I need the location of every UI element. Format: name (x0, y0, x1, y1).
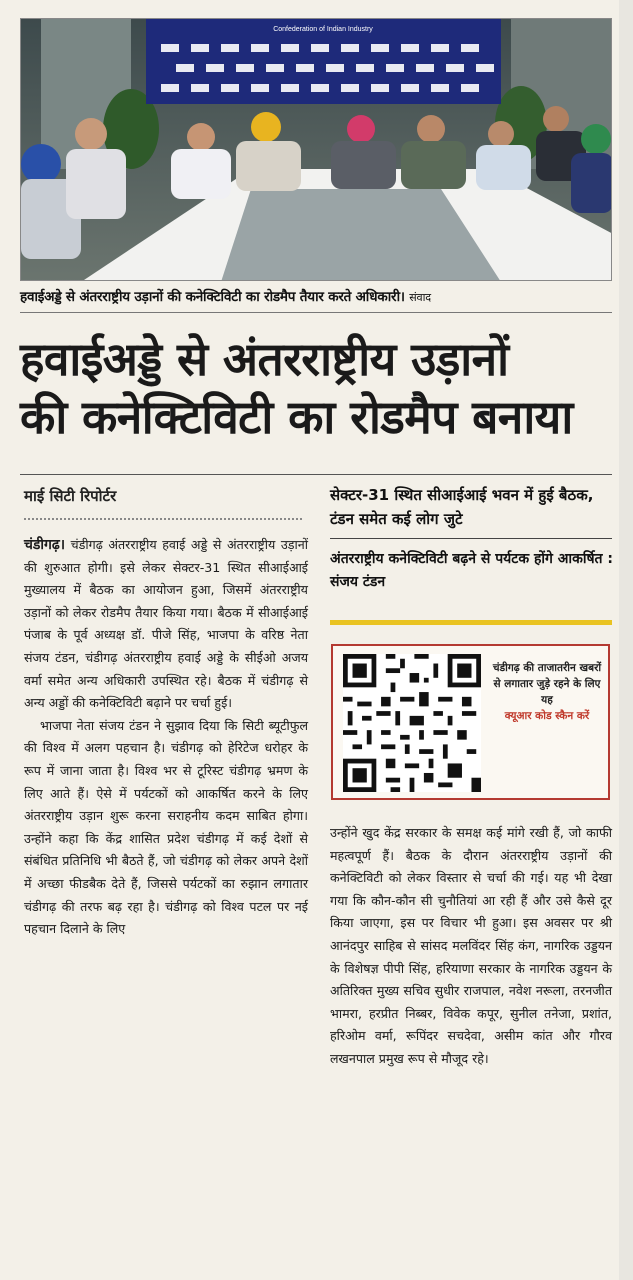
headline (20, 330, 620, 446)
meeting-photo-illustration (21, 19, 612, 281)
caption-credit: संवाद (409, 291, 431, 304)
meeting-photo (20, 18, 612, 281)
caption-text: हवाईअड्डे से अंतरराष्ट्रीय उड़ानों की कनेक्टिविटी का रोडमैप तैयार करते अधिकारी। (20, 289, 405, 305)
article-paragraph-2-text: भाजपा नेता संजय टंडन ने सुझाव दिया कि सिटी ब्यूटीफुल की विश्व में अलग पहचान है। चंडीगढ़ को हेरिटेज धरोहर के रूप में जाना जाता है। विश्व भर से टूरिस्ट चंडीगढ़ भ्रमण के लिए आते हैं। ऐसे में पर्यटकों को आकर्षित करने के लिए अंतरराष्ट्रीय उड़ान शुरू करना सराहनीय कदम साबित होगा। उन्होंने कहा कि केंद्र शासित प्रदेश चंडीगढ़ में कई देशों से संबंधित प्रतिनिधि भी बैठते हैं, जो चंडीगढ़ को लेकर अपने देशों में अच्छा फीडबैक देते हैं, जिससे पर्यटकों का रुझान लगातार चंडीगढ़ की तरफ बढ़ रहा है। चंडीगढ़ को विश्व पटल पर नई पहचान दिलाने के लिए (24, 717, 308, 937)
dateline: चंडीगढ़। (24, 537, 66, 553)
subheading-primary: सेक्टर-31 स्थित सीआईआई भवन में हुई बैठक, टंडन समेत कई लोग जुटे (330, 486, 594, 528)
qr-code-icon[interactable] (343, 654, 481, 792)
byline-dotted-rule (24, 518, 302, 520)
subheading-secondary: अंतरराष्ट्रीय कनेक्टिविटी बढ़ने से पर्यटक होंगे आकर्षित : संजय टंडन (330, 551, 614, 590)
headline-divider (20, 474, 612, 475)
banner-text: Confederation of Indian Industry (273, 26, 373, 33)
article-paragraph-1-text: चंडीगढ़ अंतरराष्ट्रीय हवाई अड्डे से अंतरराष्ट्रीय उड़ानों की शुरुआत होगी। इसे लेकर सेक्टर-31 स्थित सीआईआई मुख्यालय में बैठक का आयोजन हुआ, जिसमें अंतरराष्ट्रीय उड़ानों को लेकर रोडमैप तैयार किया गया। बैठक में सीआईआई पंजाब के पूर्व अध्यक्ष डॉ. पीजे सिंह, भाजपा के वरिष्ठ नेता संजय टंडन, चंडीगढ़ अंतरराष्ट्रीय हवाई अड्डे के सीईओ अजय वर्मा समेत अन्य अधिकारी उपस्थित रहे। बैठक में चंडीगढ़ से अन्य अड्डों की कनेक्टिविटी बढ़ाने पर चर्चा हुई। (24, 537, 308, 711)
photo-caption (20, 287, 620, 305)
article-column-right (330, 822, 612, 1071)
qr-promo-text (489, 660, 605, 724)
headline-line-2: की कनेक्टिविटी का रोडमैप बनाया (20, 390, 573, 444)
article-column-left (24, 534, 308, 941)
article-paragraph-2 (24, 715, 308, 941)
qr-promo-box[interactable] (331, 644, 610, 800)
caption-divider (20, 312, 612, 313)
byline: माई सिटी रिपोर्टर (24, 487, 117, 505)
accent-bar (330, 620, 612, 625)
article-paragraph-1 (24, 534, 308, 715)
page-edge (619, 0, 633, 1280)
qr-promo-message: चंडीगढ़ की ताजातरीन खबरों से लगातार जुड़े रहने के लिए यह (492, 662, 602, 706)
subheading-divider (330, 538, 612, 539)
qr-promo-cta: क्यूआर कोड स्कैन करें (504, 710, 590, 722)
article-paragraph-3: उन्होंने खुद केंद्र सरकार के समक्ष कई मांगे रखी हैं, जो काफी महत्वपूर्ण हैं। बैठक के दौरान अंतरराष्ट्रीय उड़ानों की कनेक्टिविटी को लेकर विस्तार से चर्चा की गई। यह भी देखा गया कि कौन-कौन सी चुनौतियां आ रही हैं और उसे कैसे दूर किया जाएगा, इस पर विचार भी हुआ। इस अवसर पर श्री आनंदपुर साहिब से सांसद मलविंदर सिंह कंग, नागरिक उड्डयन के विशेषज्ञ पीपी सिंह, हरियाणा सरकार के नागरिक उड्डयन के अतिरिक्त मुख्य सचिव सुधीर राजपाल, नवेश नरूला, तरनजीत भामरा, हरप्रीत निब्बर, विवेक कपूर, सुनील तनेजा, प्रशांत, हरिओम वर्मा, रूपिंदर सचदेवा, असीम कांत और गौरव लखनपाल प्रमुख रूप से मौजूद रहे। (330, 825, 612, 1066)
headline-line-1: हवाईअड्डे से अंतरराष्ट्रीय उड़ानों (20, 332, 509, 386)
